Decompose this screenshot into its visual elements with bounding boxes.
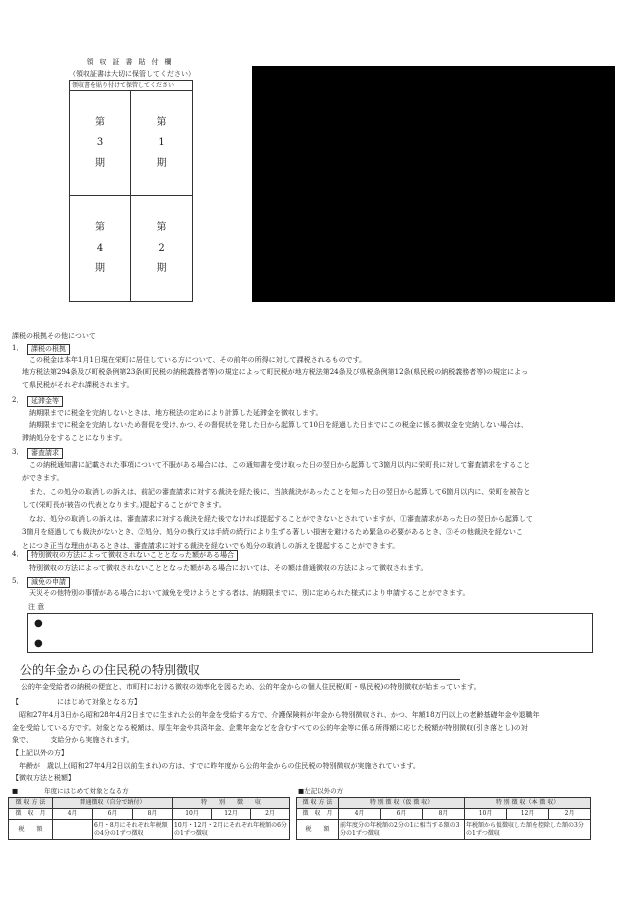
table-cell: 徴 収 方 法 bbox=[297, 798, 339, 809]
taxation-section-label: 課税の根拠その他について bbox=[12, 332, 96, 340]
table-right bbox=[296, 797, 591, 840]
pension-first-heading bbox=[12, 698, 141, 707]
caution-label: 注 意 bbox=[28, 603, 45, 611]
table-cell: 6月 bbox=[93, 809, 133, 820]
table-cell: 特 別 徴 収 bbox=[173, 798, 290, 809]
table-cell: 特 別 徴 収（本 徴 収） bbox=[465, 798, 591, 809]
item-title: 審査請求 bbox=[27, 448, 63, 459]
pension-other-line: 年齢が 歳以上(昭和27年4月2日以前生まれ)の方は、すでに昨年度から公的年金からの住民税の特別徴収が実施されています。 bbox=[12, 762, 420, 770]
table-left bbox=[8, 797, 290, 840]
slot-char: 第 bbox=[95, 116, 105, 128]
item-line: 3箇月を経過しても裁決がないとき、②処分、処分の執行又は手続の続行により生ずる著しい損害を避けるため緊急の必要があるとき、③その他裁決を経ないこ bbox=[22, 528, 523, 537]
table-cell: 前年度分の年税額の2分の1に相当する額の3分の1ずつ徴収 bbox=[339, 820, 465, 840]
table-row bbox=[297, 820, 591, 840]
table-cell: 税 額 bbox=[9, 820, 53, 840]
receipt-note: （領収証書は大切に保管してください） bbox=[69, 70, 195, 78]
table-cell: 4月 bbox=[53, 809, 93, 820]
table-row bbox=[297, 798, 591, 809]
table-row bbox=[9, 798, 290, 809]
item-title: 減免の申請 bbox=[27, 577, 70, 588]
caution-box bbox=[27, 613, 593, 653]
item-line: て県民税がそれぞれ課税されます。 bbox=[22, 380, 134, 389]
item-line: 地方税法第294条及び町税条例第23条(町民税の納税義務者等)の規定によって町民税が地方税法第24条及び県税条例第12条(県民税の納税義務者等)の規定によっ bbox=[22, 368, 529, 377]
slot-char: 期 bbox=[156, 157, 167, 169]
slot-char: 第 bbox=[156, 222, 167, 234]
slot-char: 2 bbox=[158, 242, 165, 254]
item-line: して(栄町長が被告の代表となります。)提起することができます。 bbox=[22, 501, 226, 510]
item-line: この税金は本年1月1日現在栄町に居住している方について、その前年の所得に対して課税されるものです。 bbox=[22, 356, 367, 364]
table-row bbox=[297, 809, 591, 820]
item-line: とにつき正当な理由があるときは、審査請求に対する裁決を経ないでも処分の取消しの訴えを提起することができます。 bbox=[22, 541, 400, 550]
table-cell: 徴 収 方 法 bbox=[9, 798, 53, 809]
item-title: 延滞金等 bbox=[27, 396, 63, 407]
item-line: 納期限までに税金を完納しないときは、地方税法の定めにより計算した延滞金を徴収します。 bbox=[22, 409, 323, 417]
taxation-item-basis bbox=[12, 344, 528, 390]
table-cell: 特 別 徴 収（仮 徴 収） bbox=[339, 798, 465, 809]
table-cell: 徴 収 月 bbox=[9, 809, 53, 820]
table-cell: 8月 bbox=[133, 809, 173, 820]
receipt-title: 領収証書貼付欄 bbox=[86, 58, 178, 66]
slot-char: 3 bbox=[96, 137, 104, 149]
item-number: 5． bbox=[12, 577, 24, 586]
table-cell: 10月 bbox=[465, 809, 507, 820]
table-cell: 年税額から仮徴収した額を控除した額の3分の1ずつ徴収 bbox=[465, 820, 591, 840]
pension-first-heading-text: にはじめて対象となる方】 bbox=[57, 698, 141, 706]
slot-char: 第 bbox=[156, 116, 167, 128]
item-line: 納期限までに税金を完納しないため督促を受け､かつ､その督促状を発した日から起算して10日を経過した日までにこの税金に係る徴収金を完納しない場合は、 bbox=[22, 421, 528, 430]
pension-first-line: 象で、 支給分から実施されます。 bbox=[12, 736, 134, 744]
receipt-box bbox=[69, 80, 193, 302]
item-number: 4． bbox=[12, 550, 24, 559]
redacted-block bbox=[252, 66, 615, 302]
slot-char: 期 bbox=[95, 263, 105, 275]
receipt-slot-4 bbox=[70, 196, 131, 301]
table-cell: 6月 bbox=[381, 809, 423, 820]
slot-char: 第 bbox=[95, 222, 105, 234]
pension-intro: 公的年金受給者の納税の便宜と、市町村における徴収の効率化を図るため、公的年金からの個人住民税(町・県民税)の特別徴収が始まっています。 bbox=[14, 683, 481, 691]
item-line: 天災その他特別の事情がある場合において減免を受けようとする者は、納期限までに、別に定められた様式により申請することができます。 bbox=[22, 589, 470, 597]
slot-char: 期 bbox=[95, 157, 105, 169]
table-cell: 12月 bbox=[212, 809, 251, 820]
pension-first-line: 昭和27年4月3日から昭和28年4月2日までに生まれた公的年金を受給する方で、介護保険料が年金から特別徴収され、かつ、年額18万円以上の老齢基礎年金や退職年 bbox=[12, 711, 540, 719]
table-cell: 8月 bbox=[423, 809, 465, 820]
taxation-item-special-collection bbox=[12, 550, 427, 573]
slot-char: 1 bbox=[158, 137, 165, 149]
receipt-slot-3 bbox=[70, 91, 131, 196]
item-number: 1． bbox=[12, 344, 24, 353]
table-cell: 普通徴収（自分で納付） bbox=[53, 798, 173, 809]
table-cell: 徴 収 月 bbox=[297, 809, 339, 820]
table-cell: 10月 bbox=[173, 809, 212, 820]
table-cell: 2月 bbox=[251, 809, 290, 820]
taxation-item-late-fee bbox=[12, 396, 528, 443]
table-cell: 10月・12月・2月にそれぞれ年税額の6分の1ずつ徴収 bbox=[173, 820, 290, 840]
table-cell bbox=[53, 820, 93, 840]
receipt-slot-1 bbox=[131, 91, 192, 196]
item-line: 特別徴収の方法によって徴収されないこととなった額がある場合においては、その額は普通徴収の方法によって徴収されます。 bbox=[22, 564, 428, 572]
item-line: 滞納処分をすることになります。 bbox=[22, 433, 127, 442]
table-row bbox=[9, 820, 290, 840]
caution-bullet: ● bbox=[34, 638, 43, 649]
pension-first-heading-bracket: 【 bbox=[12, 698, 19, 706]
item-number: 3． bbox=[12, 448, 24, 457]
table-cell: 6月・8月にそれぞれ年税額の4分の1ずつ徴収 bbox=[93, 820, 173, 840]
receipt-box-header: 領収書を貼り付けて保管してください bbox=[70, 81, 192, 91]
pension-title: 公的年金からの住民税の特別徴収 bbox=[20, 662, 460, 680]
item-title: 課税の根拠 bbox=[27, 344, 70, 355]
taxation-item-exemption bbox=[12, 577, 469, 598]
receipt-slot-2 bbox=[131, 196, 192, 301]
item-number: 2． bbox=[12, 396, 24, 405]
table-left-caption: ■ 年度にはじめて対象となる方 bbox=[12, 787, 129, 795]
table-row bbox=[9, 809, 290, 820]
slot-char: 期 bbox=[156, 263, 167, 275]
table-cell: 税 額 bbox=[297, 820, 339, 840]
pension-other-heading: 【上記以外の方】 bbox=[12, 749, 68, 757]
pension-method-heading: 【徴収方法と税額】 bbox=[12, 774, 75, 782]
pension-first-line: 金を受給している方です。対象となる税額は、厚生年金や共済年金、企業年金などを含むすべての公的年金等に係る所得額に応じた税額が特別徴収(引き落とし)の対 bbox=[12, 724, 528, 732]
receipt-grid bbox=[70, 91, 192, 301]
slot-char: 4 bbox=[96, 242, 104, 254]
table-cell: 2月 bbox=[549, 809, 591, 820]
table-cell: 4月 bbox=[339, 809, 381, 820]
table-cell: 12月 bbox=[507, 809, 549, 820]
table-right-caption: ■左記以外の方 bbox=[298, 787, 344, 795]
item-title: 特別徴収の方法によって徴収されないこととなった額がある場合 bbox=[27, 550, 238, 561]
item-line: また、この処分の取消しの訴えは、前記の審査請求に対する裁決を経た後に、当該裁決があったことを知った日の翌日から起算して6箇月以内に、栄町を被告と bbox=[22, 487, 531, 496]
item-line: ができます。 bbox=[22, 474, 64, 483]
item-line: なお、処分の取消しの訴えは、審査請求に対する裁決を経た後でなければ提起することができないとされていますが、①審査請求があった日の翌日から起算して bbox=[22, 514, 533, 523]
item-line: この納税通知書に記載された事項について不服がある場合には、この通知書を受け取った日の翌日から起算して3箇月以内に栄町長に対して審査請求をすること bbox=[22, 461, 531, 469]
taxation-item-appeal bbox=[12, 448, 533, 551]
caution-bullet: ● bbox=[34, 618, 43, 629]
